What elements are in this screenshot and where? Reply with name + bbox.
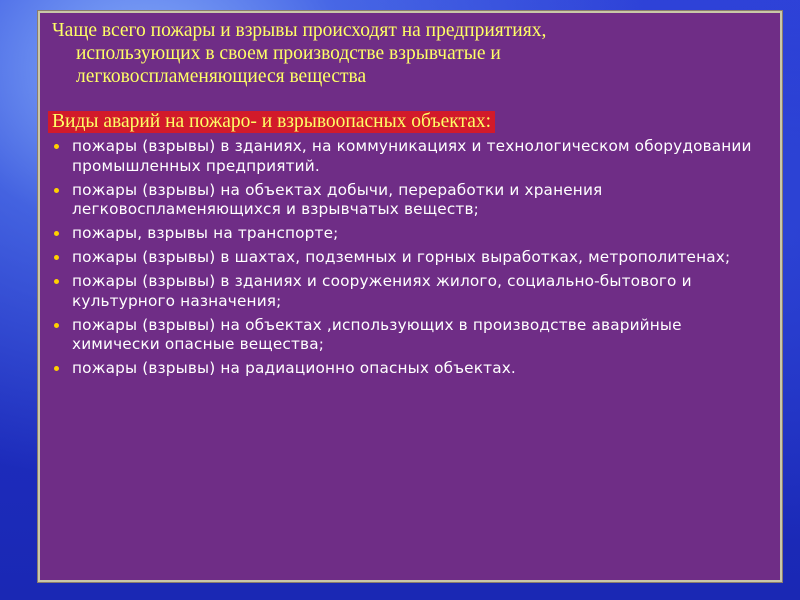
bullet-icon [54,366,59,371]
list-item-text: пожары (взрывы) в зданиях и сооружениях жилого, социально-бытового и культурного назначения; [72,272,692,310]
list-item-text: пожары (взрывы) в шахтах, подземных и горных выработках, метрополитенах; [72,248,731,266]
bullet-icon [54,144,59,149]
bullet-icon [54,231,59,236]
list-item [52,224,766,244]
bullet-icon [54,279,59,284]
bullet-icon [54,255,59,260]
bullet-icon [54,323,59,328]
list-item-text: пожары (взрывы) на объектах ,использующих в производстве аварийные химически опасные вещества; [72,315,682,353]
slide-panel [38,11,782,582]
list-item-text: пожары, взрывы на транспорте; [72,224,339,242]
section-heading: Виды аварий на пожаро- и взрывоопасных объектах: [48,111,495,133]
intro-line-2: использующих в своем производстве взрывчатые и [76,43,501,64]
list-item [52,272,766,311]
list-item [52,359,766,379]
bullet-icon [54,188,59,193]
list-item-text: пожары (взрывы) в зданиях, на коммуникациях и технологическом оборудовании промышленных предприятий. [72,137,752,175]
accident-types-list [52,137,766,379]
list-item-text: пожары (взрывы) на объектах добычи, переработки и хранения легковоспламеняющихся и взрывчатых веществ; [72,180,603,218]
list-item [52,137,766,176]
list-item [52,248,766,268]
list-item-text: пожары (взрывы) на радиационно опасных объектах. [72,359,516,377]
list-item [52,181,766,220]
heading-wrapper [48,111,766,133]
intro-paragraph [52,19,766,88]
slide-content [52,19,766,383]
list-item [52,316,766,355]
intro-line-1: Чаще всего пожары и взрывы происходят на предприятиях, [52,20,547,41]
intro-line-3: легковоспламеняющиеся вещества [76,66,367,87]
